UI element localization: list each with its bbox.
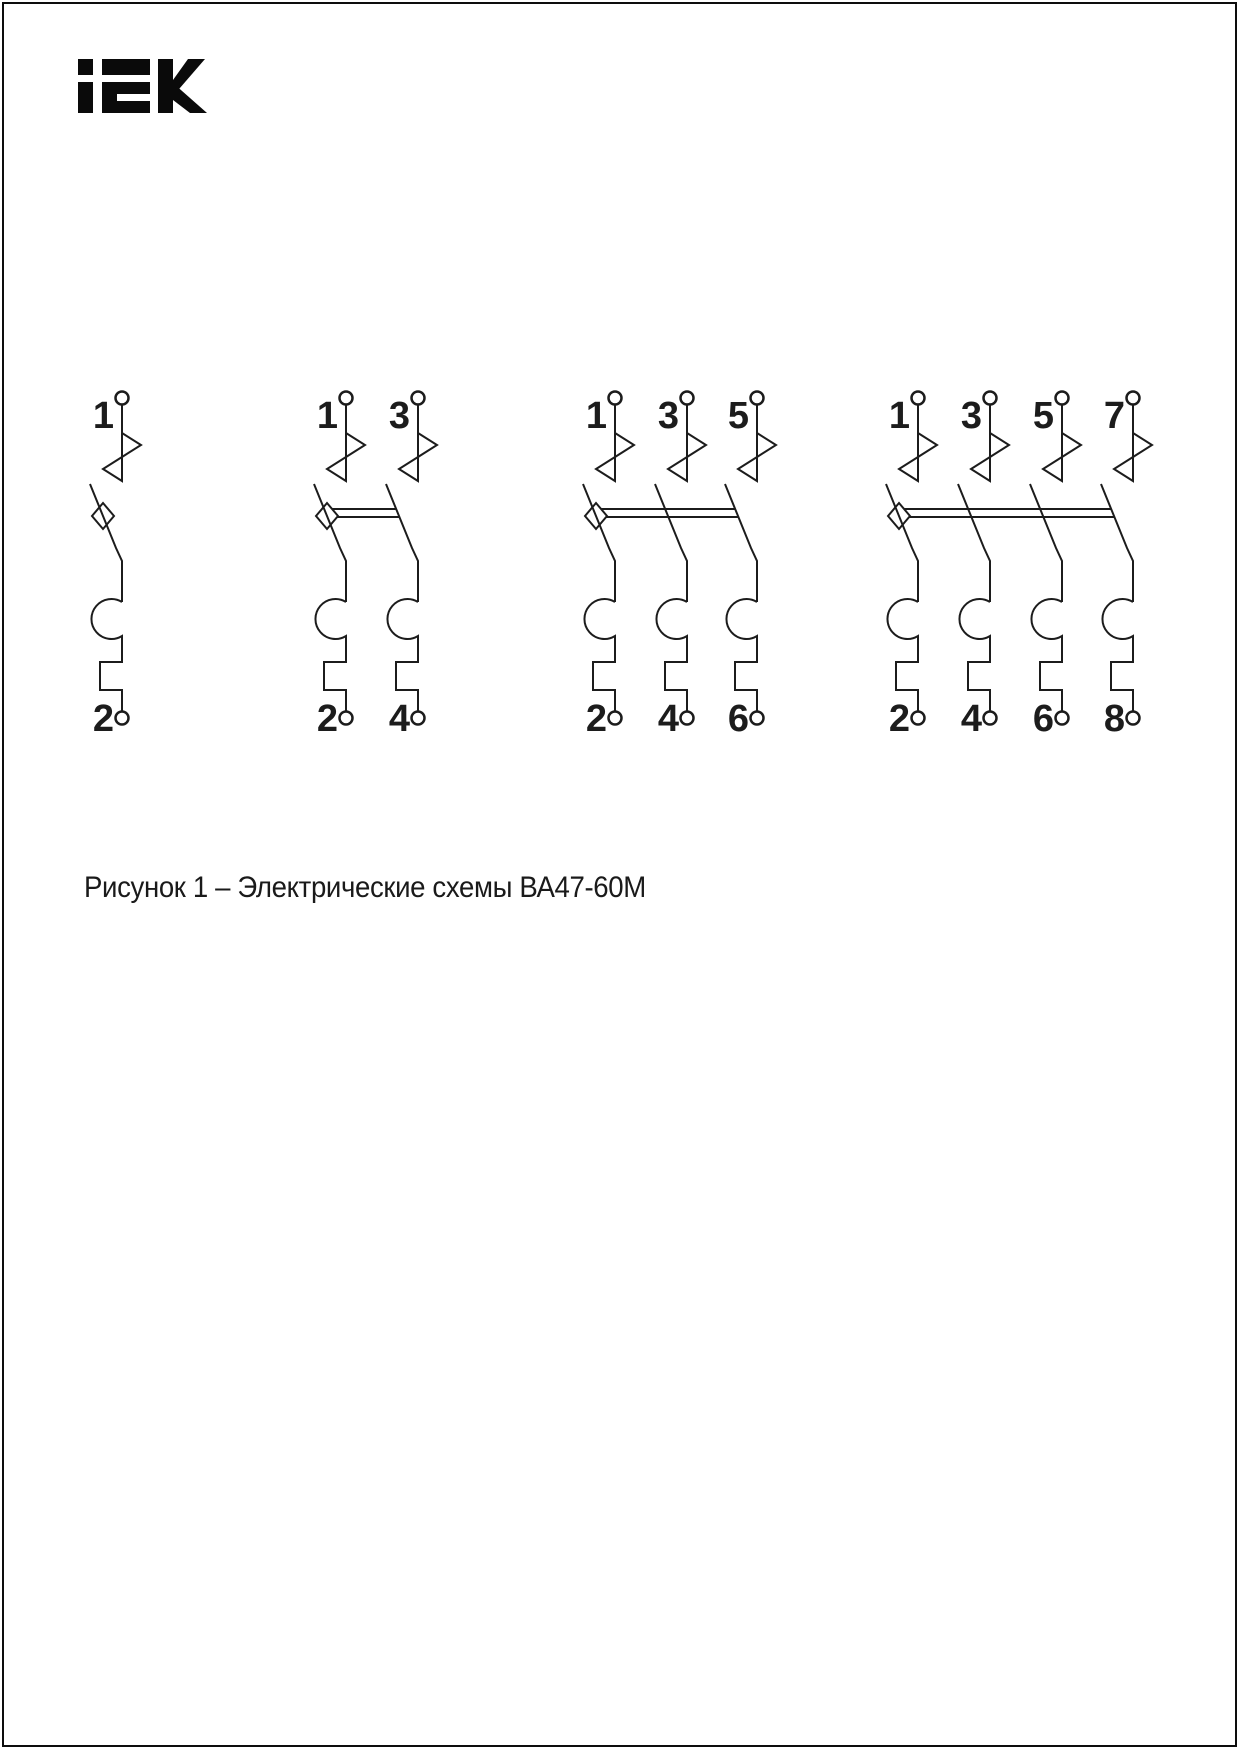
- terminal-label-top: 3: [388, 395, 410, 437]
- terminal-label-top: 5: [1032, 395, 1054, 437]
- contact-blade: [655, 484, 687, 602]
- terminal-circle-top: [984, 392, 997, 405]
- diagram-2-pole: [314, 392, 437, 741]
- release-triangle-right: [918, 433, 937, 457]
- release-triangle-right: [990, 433, 1009, 457]
- contact-blade: [725, 484, 757, 602]
- diagram-1-pole: [90, 392, 141, 741]
- terminal-circle-top: [1127, 392, 1140, 405]
- terminal-label-bottom: 4: [388, 698, 410, 740]
- terminal-label-top: 3: [960, 395, 982, 437]
- pole-3-4: [655, 392, 706, 741]
- terminal-circle-bottom: [340, 712, 353, 725]
- terminal-label-top: 7: [1103, 395, 1125, 437]
- contact-blade: [314, 484, 346, 602]
- release-triangle-left: [738, 457, 757, 481]
- release-triangle-left: [399, 457, 418, 481]
- release-triangle-left: [596, 457, 615, 481]
- terminal-circle-top: [751, 392, 764, 405]
- electromagnetic-release: [1102, 599, 1133, 711]
- terminal-circle-bottom: [116, 712, 129, 725]
- terminal-label-top: 1: [316, 395, 338, 437]
- release-triangle-right: [346, 433, 365, 457]
- release-triangle-right: [122, 433, 141, 457]
- terminal-circle-bottom: [1127, 712, 1140, 725]
- release-triangle-left: [899, 457, 918, 481]
- terminal-circle-bottom: [412, 712, 425, 725]
- terminal-circle-bottom: [681, 712, 694, 725]
- terminal-label-bottom: 6: [727, 698, 749, 740]
- electromagnetic-release: [91, 599, 122, 711]
- release-triangle-left: [971, 457, 990, 481]
- release-triangle-left: [1114, 457, 1133, 481]
- release-triangle-left: [103, 457, 122, 481]
- terminal-label-bottom: 2: [92, 698, 114, 740]
- terminal-circle-top: [340, 392, 353, 405]
- terminal-circle-bottom: [609, 712, 622, 725]
- electromagnetic-release: [1031, 599, 1062, 711]
- electromagnetic-release: [959, 599, 990, 711]
- terminal-circle-top: [116, 392, 129, 405]
- release-triangle-left: [1043, 457, 1062, 481]
- contact-blade: [1101, 484, 1133, 602]
- terminal-label-top: 3: [657, 395, 679, 437]
- terminal-label-top: 1: [585, 395, 607, 437]
- terminal-circle-bottom: [912, 712, 925, 725]
- terminal-circle-top: [681, 392, 694, 405]
- pole-1-2: [314, 392, 365, 741]
- electromagnetic-release: [656, 599, 687, 711]
- terminal-circle-top: [1056, 392, 1069, 405]
- terminal-circle-top: [912, 392, 925, 405]
- terminal-label-bottom: 8: [1103, 698, 1125, 740]
- electromagnetic-release: [726, 599, 757, 711]
- terminal-circle-top: [412, 392, 425, 405]
- contact-blade: [958, 484, 990, 602]
- release-triangle-left: [668, 457, 687, 481]
- release-triangle-right: [418, 433, 437, 457]
- electromagnetic-release: [584, 599, 615, 711]
- terminal-label-top: 1: [92, 395, 114, 437]
- release-triangle-left: [327, 457, 346, 481]
- contact-blade: [90, 484, 122, 602]
- terminal-label-bottom: 4: [657, 698, 679, 740]
- pole-5-6: [725, 392, 776, 741]
- contact-blade: [1030, 484, 1062, 602]
- pole-1-2: [583, 392, 634, 741]
- release-triangle-right: [757, 433, 776, 457]
- terminal-circle-bottom: [984, 712, 997, 725]
- diagram-3-pole: [583, 392, 776, 741]
- terminal-label-bottom: 4: [960, 698, 982, 740]
- contact-blade: [886, 484, 918, 602]
- release-triangle-right: [1133, 433, 1152, 457]
- terminal-circle-bottom: [751, 712, 764, 725]
- release-triangle-right: [687, 433, 706, 457]
- terminal-label-bottom: 6: [1032, 698, 1054, 740]
- release-triangle-right: [1062, 433, 1081, 457]
- terminal-label-bottom: 2: [316, 698, 338, 740]
- figure-caption: Рисунок 1 – Электрические схемы ВА47-60М: [84, 871, 646, 904]
- pole-3-4: [958, 392, 1009, 741]
- terminal-circle-top: [609, 392, 622, 405]
- release-triangle-right: [615, 433, 634, 457]
- contact-blade: [386, 484, 418, 602]
- electromagnetic-release: [887, 599, 918, 711]
- pole-7-8: [1101, 392, 1152, 741]
- terminal-circle-bottom: [1056, 712, 1069, 725]
- electromagnetic-release: [315, 599, 346, 711]
- electromagnetic-release: [387, 599, 418, 711]
- terminal-label-top: 1: [888, 395, 910, 437]
- terminal-label-bottom: 2: [585, 698, 607, 740]
- diagram-4-pole: [886, 392, 1152, 741]
- pole-5-6: [1030, 392, 1081, 741]
- pole-1-2: [886, 392, 937, 741]
- pole-1-2: [90, 392, 141, 741]
- contact-blade: [583, 484, 615, 602]
- terminal-label-top: 5: [727, 395, 749, 437]
- terminal-label-bottom: 2: [888, 698, 910, 740]
- pole-3-4: [386, 392, 437, 741]
